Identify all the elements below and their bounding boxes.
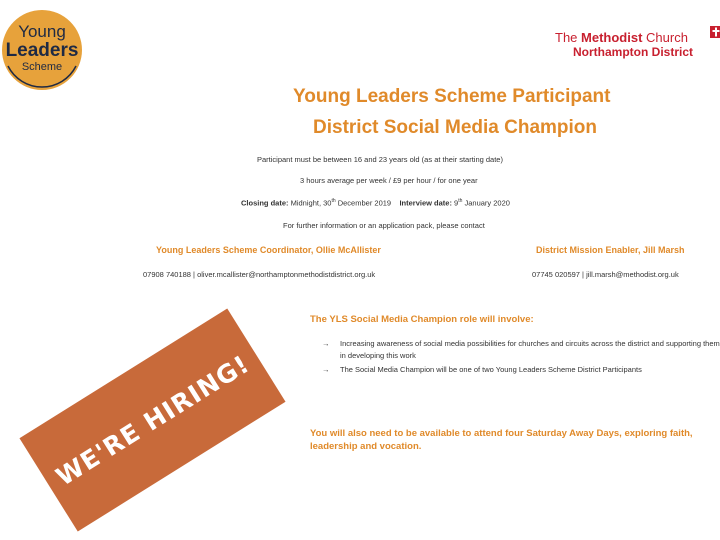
contact-coordinator-heading: Young Leaders Scheme Coordinator, Ollie McAllister xyxy=(156,245,381,255)
hiring-banner xyxy=(19,308,285,531)
more-info: For further information or an application pack, please contact xyxy=(283,221,485,230)
contact-enabler-heading: District Mission Enabler, Jill Marsh xyxy=(536,245,685,255)
dates-line: Closing date: Midnight, 30th December 2019 Interview date: 9th January 2020 xyxy=(241,198,510,208)
contact-coordinator-details[interactable]: 07908 740188 | oliver.mcallister@northamptonmethodistdistrict.org.uk xyxy=(143,270,376,279)
role-bullet-list xyxy=(322,338,720,376)
contact-enabler-details[interactable]: 07745 020597 | jill.marsh@methodist.org.uk xyxy=(532,270,679,279)
page-title-line-2: District Social Media Champion xyxy=(313,117,597,138)
young-leaders-logo xyxy=(2,10,82,90)
methodist-cross-icon xyxy=(710,26,720,38)
role-heading: The YLS Social Media Champion role will involve: xyxy=(310,314,534,325)
logo-word-young: Young xyxy=(18,22,66,41)
arrow-right-icon: → xyxy=(322,339,330,348)
logo-word-leaders: Leaders xyxy=(5,40,79,61)
away-days-note: You will also need to be available to attend four Saturday Away Days, exploring faith, leadership and vocation. xyxy=(310,428,693,452)
logo-word-scheme: Scheme xyxy=(21,61,63,73)
methodist-logo xyxy=(555,30,720,59)
age-requirement: Participant must be between 16 and 23 years old (as at their starting date) xyxy=(257,155,503,164)
methodist-district-name: Northampton District xyxy=(573,45,693,59)
list-item: → Increasing awareness of social media possibilities for churches and circuits across the district and supporting them in developing this work xyxy=(322,339,720,360)
hours-pay: 3 hours average per week / £9 per hour / for one year xyxy=(300,176,478,185)
list-item: → The Social Media Champion will be one of two Young Leaders Scheme District Participants xyxy=(322,365,642,374)
page-title-line-1: Young Leaders Scheme Participant xyxy=(293,86,611,107)
hiring-banner-text: WE'RE HIRING! xyxy=(50,348,255,492)
arrow-right-icon: → xyxy=(322,365,330,374)
methodist-church-name: The Methodist Church xyxy=(555,30,688,45)
